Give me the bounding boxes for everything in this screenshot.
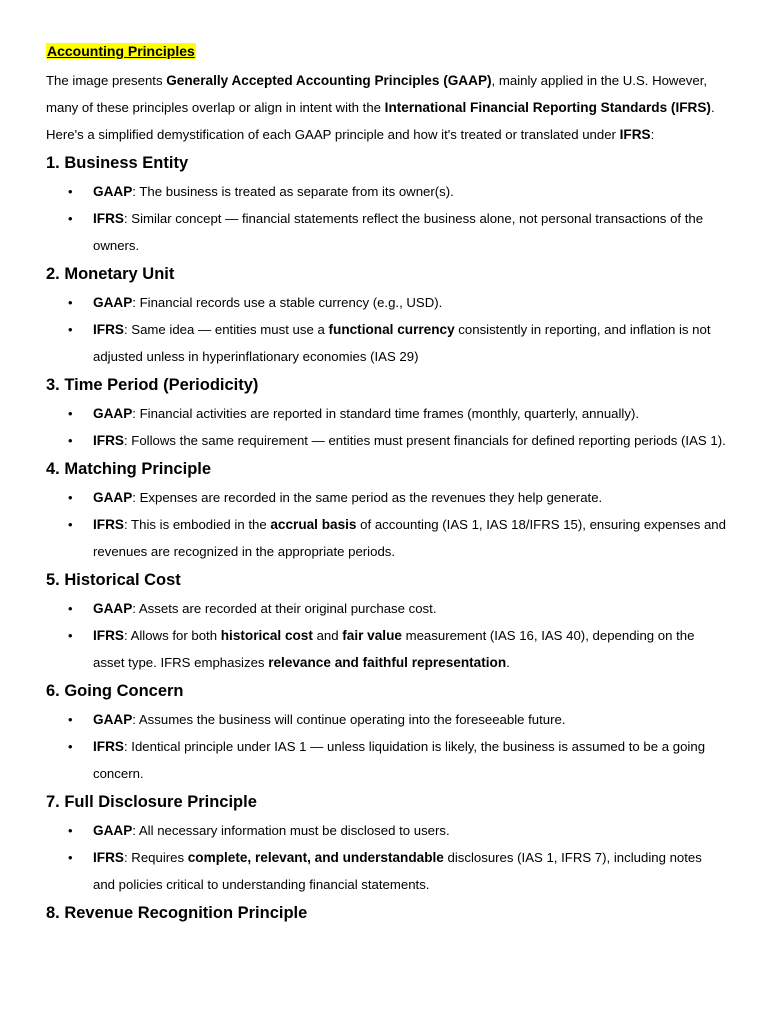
bullet-list (46, 400, 726, 454)
intro-bold-term: International Financial Reporting Standards (IFRS) (384, 100, 711, 115)
bullet-icon: • (68, 184, 73, 199)
section-heading: 5. Historical Cost (46, 571, 181, 589)
bullet-icon: • (68, 850, 73, 865)
bold-term: historical cost (220, 628, 313, 643)
bold-term: GAAP (93, 712, 133, 727)
intro-text: The image presents (46, 73, 167, 88)
bullet-list (46, 706, 726, 787)
section-heading: 6. Going Concern (46, 682, 184, 700)
item-text: disclosures (IAS 1, IFRS 7), including notes and policies critical to understanding financial statements. (93, 850, 702, 892)
item-text: : This is embodied in the (123, 517, 271, 532)
bullet-icon: • (68, 406, 73, 421)
list-item (46, 178, 726, 205)
item-text: : The business is treated as separate from its owner(s). (132, 184, 454, 199)
sections-container (46, 148, 726, 928)
section (46, 676, 726, 787)
item-text: . (506, 655, 510, 670)
bold-term: accrual basis (270, 517, 357, 532)
bold-term: GAAP (93, 295, 133, 310)
list-item (46, 622, 726, 676)
bold-term: IFRS (93, 628, 124, 643)
section (46, 565, 726, 676)
section (46, 259, 726, 370)
section-heading: 1. Business Entity (46, 154, 189, 172)
item-text: : Identical principle under IAS 1 — unless liquidation is likely, the business is assumed to be a going concern. (93, 739, 706, 781)
item-text: and (312, 628, 343, 643)
item-text: consistently in reporting, and inflation is not adjusted unless in hyperinflationary economies (IAS 29) (93, 322, 711, 364)
bullet-list (46, 178, 726, 259)
section-heading: 2. Monetary Unit (46, 265, 175, 283)
bullet-icon: • (68, 295, 73, 310)
intro-bold-term: Generally Accepted Accounting Principles (GAAP) (166, 73, 492, 88)
bullet-icon: • (68, 490, 73, 505)
list-item (46, 316, 726, 370)
bold-term: GAAP (93, 184, 133, 199)
section (46, 148, 726, 259)
intro-bold-term: IFRS (619, 127, 651, 142)
item-text: of accounting (IAS 1, IAS 18/IFRS 15), ensuring expenses and revenues are recognized in the appropriate periods. (93, 517, 726, 559)
item-text: : Allows for both (123, 628, 221, 643)
bold-term: functional currency (328, 322, 455, 337)
bullet-icon: • (68, 517, 73, 532)
bold-term: IFRS (93, 211, 124, 226)
item-text: : Assumes the business will continue operating into the foreseeable future. (132, 712, 566, 727)
item-text: measurement (IAS 16, IAS 40), depending on the asset type. IFRS emphasizes (93, 628, 695, 670)
list-item (46, 427, 726, 454)
document-page (46, 41, 726, 928)
document-title: Accounting Principles (47, 43, 195, 59)
item-text: : Follows the same requirement — entities must present financials for defined reporting periods (IAS 1). (123, 433, 726, 448)
bold-term: GAAP (93, 601, 133, 616)
section-heading: 7. Full Disclosure Principle (46, 793, 257, 811)
section-heading: 8. Revenue Recognition Principle (46, 904, 308, 922)
list-item (46, 205, 726, 259)
item-text: : Financial activities are reported in standard time frames (monthly, quarterly, annually). (132, 406, 639, 421)
item-text: : Same idea — entities must use a (123, 322, 329, 337)
item-text: : Similar concept — financial statements reflect the business alone, not personal transactions of the owners. (93, 211, 704, 253)
intro-text: : (650, 127, 655, 142)
section (46, 370, 726, 454)
section (46, 454, 726, 565)
bullet-list (46, 289, 726, 370)
item-text: : Assets are recorded at their original purchase cost. (132, 601, 437, 616)
bold-term: GAAP (93, 823, 133, 838)
list-item (46, 289, 726, 316)
section-heading: 3. Time Period (Periodicity) (46, 376, 259, 394)
section (46, 898, 726, 928)
bold-term: IFRS (93, 433, 124, 448)
intro-paragraph (46, 67, 726, 148)
list-item (46, 595, 726, 622)
bold-term: GAAP (93, 406, 133, 421)
item-text: : Expenses are recorded in the same period as the revenues they help generate. (132, 490, 603, 505)
bullet-list (46, 817, 726, 898)
bullet-icon: • (68, 712, 73, 727)
section-heading: 4. Matching Principle (46, 460, 212, 478)
item-text: : Financial records use a stable currency (e.g., USD). (132, 295, 443, 310)
bullet-icon: • (68, 322, 73, 337)
list-item (46, 484, 726, 511)
bullet-icon: • (68, 628, 73, 643)
bullet-list (46, 595, 726, 676)
bullet-list (46, 484, 726, 565)
list-item (46, 817, 726, 844)
bold-term: relevance and faithful representation (268, 655, 507, 670)
title-line (46, 41, 726, 61)
bold-term: GAAP (93, 490, 133, 505)
list-item (46, 706, 726, 733)
section (46, 787, 726, 898)
list-item (46, 844, 726, 898)
bold-term: IFRS (93, 850, 124, 865)
bold-term: IFRS (93, 739, 124, 754)
intro-text: , mainly applied in the U.S. However, many of these principles overlap or align in intent with the (46, 73, 708, 115)
bullet-icon: • (68, 823, 73, 838)
item-text: : All necessary information must be disclosed to users. (132, 823, 450, 838)
bullet-icon: • (68, 739, 73, 754)
list-item (46, 733, 726, 787)
list-item (46, 400, 726, 427)
list-item (46, 511, 726, 565)
bold-term: IFRS (93, 517, 124, 532)
bold-term: complete, relevant, and understandable (187, 850, 444, 865)
bold-term: IFRS (93, 322, 124, 337)
bold-term: fair value (342, 628, 402, 643)
item-text: : Requires (123, 850, 188, 865)
intro-text: . Here's a simplified demystification of each GAAP principle and how it's treated or translated under (46, 100, 715, 142)
bullet-icon: • (68, 433, 73, 448)
bullet-icon: • (68, 601, 73, 616)
bullet-icon: • (68, 211, 73, 226)
